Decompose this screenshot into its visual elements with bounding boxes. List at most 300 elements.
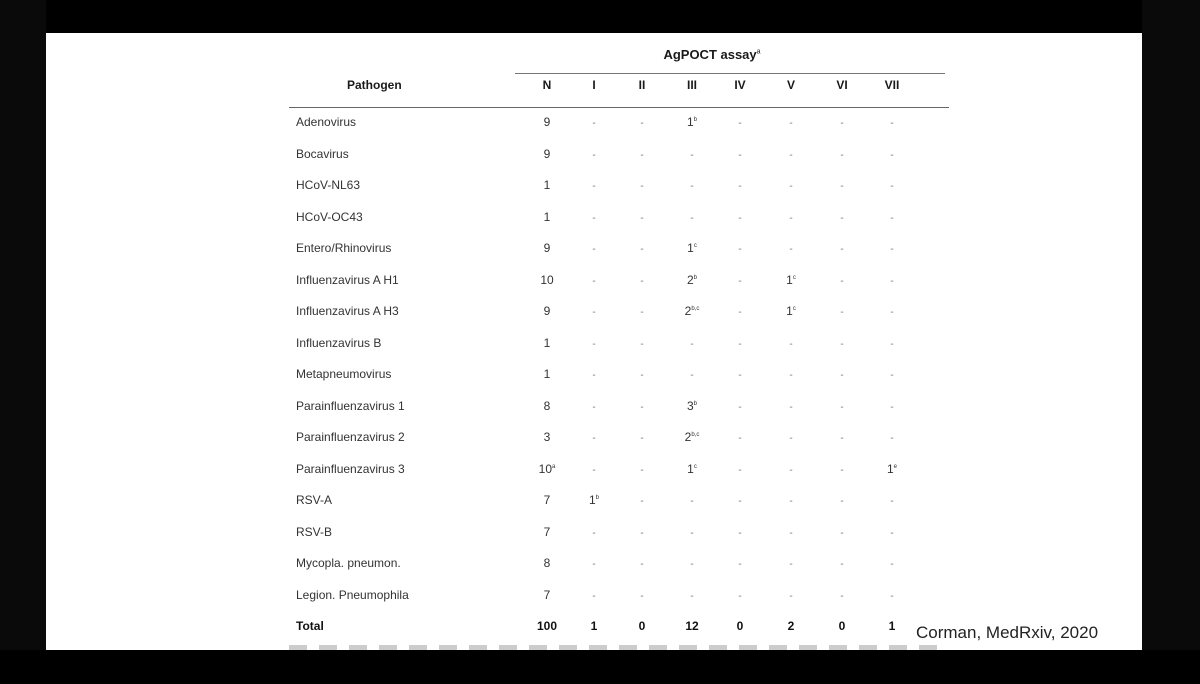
assay-value-text: -: [840, 181, 844, 192]
assay-value: [822, 336, 862, 350]
assay-value: [720, 304, 760, 318]
assay-value-text: -: [890, 181, 894, 192]
assay-value: [622, 115, 662, 129]
n-value: [527, 588, 567, 602]
assay-value: [720, 178, 760, 192]
assay-value: [622, 493, 662, 507]
n-value: [527, 210, 567, 224]
assay-value-text: -: [890, 402, 894, 413]
table-row: [289, 273, 949, 303]
assay-value-text: 1: [786, 273, 793, 287]
assay-value: [872, 336, 912, 350]
n-number: 9: [543, 304, 551, 318]
assay-footnote: c: [792, 275, 796, 281]
assay-value-text: -: [738, 276, 742, 287]
pathogen-name: Parainfluenzavirus 1: [296, 399, 405, 413]
assay-value-text: -: [738, 559, 742, 570]
assay-value-text: -: [640, 433, 644, 444]
assay-value: [574, 556, 614, 570]
assay-value-text: -: [738, 370, 742, 381]
assay-value-text: -: [592, 339, 596, 350]
assay-value: [622, 304, 662, 318]
assay-value: [872, 493, 912, 507]
assay-value-text: -: [890, 213, 894, 224]
n-value: [527, 525, 567, 539]
assay-value-text: -: [690, 496, 694, 507]
total-value: 1: [888, 619, 896, 633]
assay-value: [672, 115, 712, 129]
assay-value-text: -: [890, 370, 894, 381]
assay-value: [822, 367, 862, 381]
column-header-iv: IV: [734, 78, 746, 92]
pathogen-name: Influenzavirus A H1: [296, 273, 399, 287]
assay-value: [771, 115, 811, 129]
assay-value: [672, 273, 712, 287]
assay-value: [720, 430, 760, 444]
assay-value-text: -: [890, 591, 894, 602]
table-row: [289, 493, 949, 523]
column-header-vi: VI: [836, 78, 848, 92]
assay-value-text: 2: [684, 430, 692, 444]
assay-value-text: -: [738, 339, 742, 350]
assay-value: [574, 115, 614, 129]
assay-value: [622, 367, 662, 381]
n-value: [527, 241, 567, 255]
assay-value-text: -: [789, 433, 793, 444]
assay-value: [720, 241, 760, 255]
assay-value-text: -: [789, 370, 793, 381]
n-number: 9: [543, 147, 551, 161]
assay-value: [771, 210, 811, 224]
assay-value-text: 1: [687, 241, 694, 255]
assay-value-text: -: [738, 528, 742, 539]
assay-value: [872, 178, 912, 192]
assay-value-text: -: [592, 276, 596, 287]
assay-value: [574, 430, 614, 444]
assay-value-text: -: [738, 496, 742, 507]
assay-value-text: -: [840, 496, 844, 507]
pathogen-name: Influenzavirus B: [296, 336, 382, 350]
n-value: [527, 430, 567, 444]
assay-value-text: -: [640, 118, 644, 129]
assay-value-text: -: [640, 370, 644, 381]
assay-value: [672, 241, 712, 255]
column-header-rule: [289, 107, 949, 108]
assay-value: [622, 210, 662, 224]
assay-value-text: 1: [686, 115, 694, 129]
n-number: 10: [538, 462, 552, 476]
assay-value-text: -: [840, 213, 844, 224]
table-row: [289, 210, 949, 240]
assay-value-text: -: [592, 370, 596, 381]
assay-value: [574, 241, 614, 255]
assay-value-text: -: [789, 402, 793, 413]
assay-value-text: -: [640, 496, 644, 507]
assay-value: [672, 399, 712, 413]
n-value: [527, 367, 567, 381]
n-value: [527, 115, 567, 129]
assay-value: [822, 462, 862, 476]
pathogen-name: Entero/Rhinovirus: [296, 241, 392, 255]
n-value: [527, 493, 567, 507]
assay-value: [574, 588, 614, 602]
assay-value: [574, 178, 614, 192]
assay-value-text: 1: [687, 462, 694, 476]
assay-value-text: -: [789, 496, 793, 507]
assay-value-text: -: [890, 244, 894, 255]
assay-value: [872, 399, 912, 413]
assay-value: [672, 147, 712, 161]
assay-value: [771, 273, 811, 287]
assay-footnote: b: [693, 401, 698, 407]
n-value: [527, 304, 567, 318]
assay-value: [872, 430, 912, 444]
assay-value: [622, 588, 662, 602]
group-header: [489, 47, 935, 62]
assay-value: [720, 399, 760, 413]
assay-value-text: -: [690, 213, 694, 224]
assay-footnote: c: [693, 464, 697, 470]
assay-value: [822, 210, 862, 224]
assay-value-text: -: [592, 307, 596, 318]
assay-value-text: -: [640, 528, 644, 539]
assay-value-text: -: [789, 213, 793, 224]
assay-value: [622, 147, 662, 161]
assay-value: [771, 556, 811, 570]
assay-value-text: -: [592, 559, 596, 570]
n-value: [527, 147, 567, 161]
group-header-footnote: a: [756, 48, 761, 56]
assay-value: [771, 304, 811, 318]
assay-value-text: -: [738, 307, 742, 318]
assay-value-text: -: [789, 559, 793, 570]
table-row: [289, 336, 949, 366]
assay-value-text: -: [592, 433, 596, 444]
assay-value-text: -: [738, 433, 742, 444]
assay-value: [771, 462, 811, 476]
column-header-row: [289, 77, 949, 103]
assay-value-text: 2: [686, 273, 694, 287]
table-row: [289, 178, 949, 208]
assay-value: [622, 556, 662, 570]
table-row: [289, 525, 949, 555]
assay-value: [822, 399, 862, 413]
assay-value: [872, 210, 912, 224]
assay-value-text: -: [890, 496, 894, 507]
pathogen-name: Legion. Pneumophila: [296, 588, 409, 602]
assay-value-text: -: [690, 339, 694, 350]
n-value: [527, 556, 567, 570]
assay-value: [822, 430, 862, 444]
assay-value: [822, 115, 862, 129]
assay-value: [872, 115, 912, 129]
assay-value: [720, 525, 760, 539]
assay-value-text: -: [789, 339, 793, 350]
assay-value: [771, 588, 811, 602]
assay-value-text: -: [690, 591, 694, 602]
assay-value: [771, 430, 811, 444]
assay-value: [822, 147, 862, 161]
table-row: [289, 147, 949, 177]
assay-value: [574, 273, 614, 287]
assay-value-text: 3: [686, 399, 694, 413]
n-number: 9: [543, 115, 551, 129]
assay-value: [720, 462, 760, 476]
assay-value: [622, 430, 662, 444]
pathogen-name: HCoV-NL63: [296, 178, 361, 192]
assay-value: [822, 588, 862, 602]
n-value: [527, 399, 567, 413]
assay-footnote: b: [693, 117, 698, 123]
n-number: 7: [543, 588, 551, 602]
assay-value-text: -: [592, 118, 596, 129]
assay-value: [574, 304, 614, 318]
assay-value: [720, 115, 760, 129]
assay-value: [822, 493, 862, 507]
n-value: [527, 336, 567, 350]
total-value: 0: [638, 619, 646, 633]
assay-value: [720, 147, 760, 161]
assay-value: [872, 588, 912, 602]
assay-value-text: -: [890, 118, 894, 129]
assay-value-text: -: [840, 276, 844, 287]
assay-value: [872, 273, 912, 287]
assay-value: [720, 493, 760, 507]
assay-value-text: -: [789, 591, 793, 602]
assay-value-text: -: [840, 528, 844, 539]
pathogen-name: Metapneumovirus: [296, 367, 392, 381]
table-row: [289, 556, 949, 586]
assay-value-text: -: [890, 307, 894, 318]
assay-value-text: -: [592, 150, 596, 161]
total-value: 1: [590, 619, 598, 633]
assay-value: [822, 241, 862, 255]
column-header-v: V: [786, 78, 795, 92]
assay-value-text: 1: [886, 462, 894, 476]
assay-value: [872, 241, 912, 255]
assay-value-text: -: [640, 559, 644, 570]
assay-value: [622, 273, 662, 287]
pathogen-name: HCoV-OC43: [296, 210, 363, 224]
assay-value-text: -: [592, 244, 596, 255]
assay-value: [720, 336, 760, 350]
pathogen-name: RSV-B: [296, 525, 333, 539]
assay-value: [872, 556, 912, 570]
assay-value-text: -: [789, 150, 793, 161]
citation: Corman, MedRxiv, 2020: [916, 623, 1099, 642]
column-header-i: I: [592, 78, 596, 92]
assay-value-text: 2: [684, 304, 692, 318]
assay-value: [574, 210, 614, 224]
assay-value: [822, 525, 862, 539]
assay-value: [771, 147, 811, 161]
assay-value-text: -: [640, 150, 644, 161]
assay-value-text: -: [640, 307, 644, 318]
assay-value-text: -: [840, 433, 844, 444]
group-header-text: AgPOCT assay: [663, 47, 757, 62]
assay-value: [672, 430, 712, 444]
assay-value-text: -: [840, 591, 844, 602]
assay-value: [622, 336, 662, 350]
assay-value: [622, 241, 662, 255]
assay-footnote: c: [792, 306, 796, 312]
assay-value-text: 1: [786, 304, 793, 318]
assay-value: [771, 367, 811, 381]
total-value: 12: [685, 619, 699, 633]
assay-value-text: -: [789, 181, 793, 192]
assay-value: [622, 462, 662, 476]
pathogen-name: Adenovirus: [296, 115, 357, 129]
assay-value: [574, 525, 614, 539]
assay-value-text: -: [789, 528, 793, 539]
assay-value-text: -: [738, 244, 742, 255]
assay-value: [672, 178, 712, 192]
assay-value-text: -: [640, 402, 644, 413]
assay-value: [672, 493, 712, 507]
assay-value-text: -: [840, 339, 844, 350]
n-number: 8: [543, 556, 551, 570]
assay-value: [574, 399, 614, 413]
assay-value: [622, 178, 662, 192]
assay-value-text: -: [738, 591, 742, 602]
assay-value-text: -: [640, 339, 644, 350]
total-label: Total: [296, 619, 324, 633]
table-row: [289, 115, 949, 145]
assay-value: [872, 525, 912, 539]
table-row: [289, 588, 949, 618]
assay-value-text: -: [592, 213, 596, 224]
assay-value: [872, 147, 912, 161]
pathogen-name: RSV-A: [296, 493, 333, 507]
column-header-vii: VII: [884, 78, 900, 92]
assay-value: [622, 525, 662, 539]
assay-value-text: -: [640, 591, 644, 602]
assay-value: [574, 336, 614, 350]
assay-value-text: -: [592, 465, 596, 476]
total-value: 0: [736, 619, 744, 633]
n-number: 10: [540, 273, 554, 287]
assay-value: [672, 304, 712, 318]
assay-value: [672, 525, 712, 539]
slide: [46, 33, 1142, 650]
assay-value-text: -: [890, 150, 894, 161]
assay-footnote: e: [893, 464, 898, 470]
assay-value: [574, 367, 614, 381]
assay-value: [672, 336, 712, 350]
assay-value-text: -: [738, 213, 742, 224]
assay-value-text: -: [890, 528, 894, 539]
table-row: [289, 399, 949, 429]
n-number: 1: [543, 178, 551, 192]
assay-value-text: -: [640, 181, 644, 192]
n-value: [527, 462, 567, 476]
assay-value: [720, 367, 760, 381]
assay-value: [822, 178, 862, 192]
assay-value: [672, 462, 712, 476]
n-number: 7: [543, 525, 551, 539]
table-row: [289, 367, 949, 397]
column-header-pathogen: Pathogen: [347, 78, 402, 92]
assay-value: [720, 556, 760, 570]
assay-value-text: -: [690, 528, 694, 539]
table-row: [289, 430, 949, 460]
assay-value-text: -: [789, 118, 793, 129]
assay-value-text: -: [890, 433, 894, 444]
assay-value-text: -: [738, 118, 742, 129]
assay-value-text: -: [592, 181, 596, 192]
pathogen-name: Bocavirus: [296, 147, 349, 161]
assay-value: [771, 336, 811, 350]
assay-value-text: -: [840, 307, 844, 318]
n-number: 3: [543, 430, 551, 444]
column-header-n: N: [542, 78, 552, 92]
n-number: 1: [543, 210, 551, 224]
assay-value: [720, 588, 760, 602]
assay-value: [771, 493, 811, 507]
assay-value: [672, 556, 712, 570]
column-header-iii: III: [686, 78, 697, 92]
assay-value-text: -: [738, 402, 742, 413]
assay-value-text: -: [789, 244, 793, 255]
total-value: 2: [787, 619, 795, 633]
assay-value: [822, 304, 862, 318]
assay-value: [574, 493, 614, 507]
pathogen-name: Parainfluenzavirus 2: [296, 430, 405, 444]
assay-value: [822, 556, 862, 570]
assay-value: [822, 273, 862, 287]
n-number: 9: [543, 241, 551, 255]
assay-value-text: -: [592, 402, 596, 413]
assay-value-text: -: [840, 370, 844, 381]
n-value: [527, 273, 567, 287]
assay-value-text: -: [738, 465, 742, 476]
assay-value-text: -: [592, 591, 596, 602]
bottom-letterbox: [0, 650, 1200, 684]
n-number: 8: [543, 399, 551, 413]
assay-footnote: b,c: [691, 432, 700, 438]
assay-value-text: -: [840, 150, 844, 161]
assay-value-text: -: [789, 465, 793, 476]
assay-value-text: -: [890, 339, 894, 350]
assay-footnote: b: [595, 495, 600, 501]
assay-value: [872, 367, 912, 381]
n-value: [527, 178, 567, 192]
assay-value-text: -: [640, 276, 644, 287]
assay-value: [574, 147, 614, 161]
assay-value: [720, 273, 760, 287]
assay-value: [672, 588, 712, 602]
total-n: 100: [536, 619, 558, 633]
pathogen-name: Mycopla. pneumon.: [296, 556, 401, 570]
assay-value-text: -: [840, 402, 844, 413]
assay-value: [771, 241, 811, 255]
assay-value: [574, 462, 614, 476]
assay-value-text: -: [592, 528, 596, 539]
assay-value: [872, 304, 912, 318]
assay-value: [622, 399, 662, 413]
assay-footnote: b: [693, 275, 698, 281]
assay-value-text: -: [690, 181, 694, 192]
assay-value: [771, 399, 811, 413]
group-header-rule: [515, 73, 945, 74]
assay-value-text: -: [738, 150, 742, 161]
assay-footnote: b,c: [691, 306, 700, 312]
left-letterbox: [0, 0, 46, 684]
n-number: 7: [543, 493, 551, 507]
pathogen-name: Parainfluenzavirus 3: [296, 462, 405, 476]
assay-value-text: -: [690, 559, 694, 570]
assay-value-text: -: [640, 465, 644, 476]
